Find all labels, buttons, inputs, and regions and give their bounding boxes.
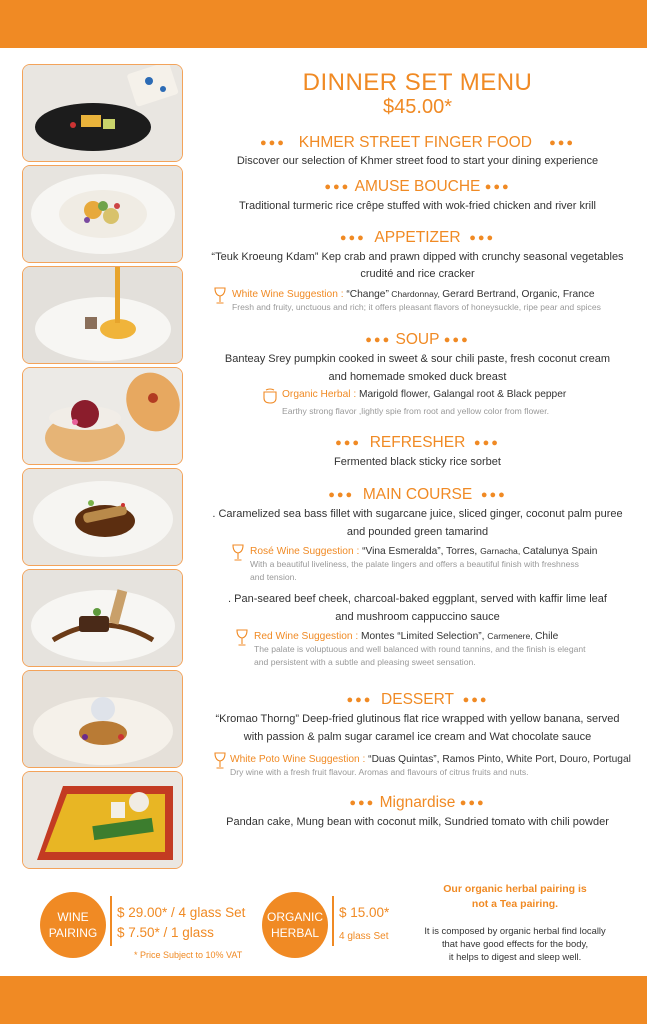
dots-left: ●●● [335,437,362,449]
appetizer-description-line-1: “Teuk Kroeung Kdam” Kep crab and prawn dipped with crunchy seasonal vegetables [211,251,624,263]
section-title-text: REFRESHER [369,434,466,452]
photo-dessert [22,670,183,768]
main-dish-2-line-1: . Pan-seared beef cheek, charcoal-baked eggplant, served with kaffir lime leaf [228,593,607,605]
khmer-street-food-description: Discover our selection of Khmer street food to start your dining experience [236,155,599,167]
menu-price: $45.00* [383,96,452,118]
wine-glass-icon [212,287,228,305]
suggestion-label: Rosé Wine Suggestion : [250,546,363,557]
dots-right: ●●● [459,797,486,809]
dessert-description-line-2: with passion & palm sugar caramel ice cream and Wat chocolate sauce [243,731,592,743]
dots-right: ●●● [473,437,500,449]
suggestion-grape: Garnacha, [480,546,523,556]
suggestion-tasting-note: Fresh and fruity, unctuous and rich; it offers pleasant flavors of honeysuckle, ripe pear and spices [232,302,601,312]
note-title-line-2: not a Tea pairing. [471,898,559,910]
note-body-line-2: that have good effects for the body, [441,938,589,949]
section-title-text: MAIN COURSE [362,486,473,504]
organic-herbal-price: $ 15.00* [339,905,390,920]
herbal-ingredients: Marigold flower, Galangal root & Black pepper [359,389,567,400]
bottom-orange-band [0,976,647,1024]
organic-herbal-note-title [412,882,618,912]
section-title-text: DESSERT [381,691,454,709]
wine-pairing-glass-price: $ 7.50* / 1 glass [117,925,214,940]
mignardise-description: Pandan cake, Mung bean with coconut milk, Sundried tomato with chili powder [226,816,609,828]
photo-mignardise [22,771,183,869]
wine-glass-icon [234,629,250,647]
photo-amuse-bouche [22,165,183,263]
section-main-course-title [200,486,635,504]
badge-line-1: WINE [57,910,89,924]
photo-main-beef-cheek [22,569,183,667]
suggestion-wine: Montes “Limited Selection”, [361,631,488,642]
herbal-tasting-note: Earthy strong flavor ,lightly spie from root and yellow color from flower. [282,406,549,416]
section-amuse-bouche-title [200,178,635,196]
organic-herbal-badge [262,892,328,958]
dots-left: ●●● [328,489,355,501]
section-title-text: AMUSE BOUCHE [354,178,481,196]
herbal-label: Organic Herbal : [282,389,360,400]
dots-left: ●●● [365,334,392,346]
section-title-text: Mignardise [379,794,456,812]
dots-right: ●●● [469,232,496,244]
section-title-text: KHMER STREET FINGER FOOD [298,134,532,152]
suggestion-producer: Gerard Bertrand, Organic, France [442,289,595,300]
organic-herbal-note-body [412,924,618,963]
soup-description-line-2: and homemade smoked duck breast [328,371,507,383]
badge-line-2: HERBAL [270,926,320,940]
suggestion-tasting-note-2: and tension. [250,572,297,582]
organic-herbal-set-label: 4 glass Set [339,931,389,942]
wine-pairing-badge [40,892,106,958]
dots-left: ●●● [346,694,373,706]
note-body-line-3: it helps to digest and sleep well. [448,951,582,962]
note-title-line-1: Our organic herbal pairing is [443,883,587,895]
section-refresher-title [200,434,635,452]
photo-soup [22,367,183,465]
divider [110,896,112,946]
dots-right: ●●● [480,489,507,501]
dots-right: ●●● [484,181,511,193]
photo-main-sea-bass [22,468,183,566]
main-dish-1-line-1: . Caramelized sea bass fillet with sugarcane juice, sliced ginger, coconut palm puree [212,508,623,520]
wine-glass-icon [230,544,246,562]
vat-note: * Price Subject to 10% VAT [134,950,243,960]
suggestion-tasting-note-1: With a beautiful liveliness, the palate lingers and offers a beautiful finish with freshness [250,559,579,569]
suggestion-tasting-note-2: and persistent with a subtle and pleasing sweet sensation. [254,657,476,667]
dessert-description-line-1: “Kromao Thorng” Deep-fried glutinous flat rice wrapped with yellow banana, served [215,713,620,725]
dots-left: ●●● [349,797,376,809]
top-orange-band [0,0,647,48]
dots-right: ●●● [549,137,576,149]
suggestion-region: Chile [535,631,559,642]
wine-pairing-set-price: $ 29.00* / 4 glass Set [117,905,246,920]
suggestion-label: White Wine Suggestion : [232,289,347,300]
section-khmer-street-food-title [200,134,635,152]
soup-description-line-1: Banteay Srey pumpkin cooked in sweet & sour chili paste, fresh coconut cream [224,353,611,365]
badge-line-1: ORGANIC [266,910,323,924]
dots-right: ●●● [462,694,489,706]
suggestion-grape: Carmenere, [487,631,536,641]
menu-title: DINNER SET MENU [302,69,533,96]
section-dessert-title [200,691,635,709]
suggestion-label: Red Wine Suggestion : [254,631,362,642]
photo-appetizer [22,266,183,364]
suggestion-wine: “Change” [346,289,389,300]
suggestion-label: White Poto Wine Suggestion : [230,754,369,765]
section-title-text: APPETIZER [374,229,461,247]
badge-line-2: PAIRING [48,926,98,940]
wine-glass-icon [212,752,228,770]
photo-khmer-street-food [22,64,183,162]
dots-right: ●●● [443,334,470,346]
suggestion-wine: “Duas Quintas”, Ramos Pinto, White Port, Douro, Portugal [368,754,631,765]
dots-left: ●●● [259,137,286,149]
suggestion-tasting-note-1: The palate is voluptuous and well balanced with round tannins, and the finish is elegant [254,644,586,654]
amuse-bouche-description: Traditional turmeric rice crêpe stuffed with wok-fried chicken and river krill [238,200,597,212]
dots-left: ●●● [324,181,351,193]
section-title-text: SOUP [395,331,440,349]
suggestion-wine: “Vina Esmeralda”, Torres, [362,546,481,557]
main-dish-2-line-2: and mushroom cappuccino sauce [335,611,500,623]
dots-left: ●●● [339,232,366,244]
section-soup-title [200,331,635,349]
section-mignardise-title [200,794,635,812]
refresher-description: Fermented black sticky rice sorbet [334,456,501,468]
main-dish-1-line-2: and pounded green tamarind [346,526,489,538]
section-appetizer-title [200,229,635,247]
suggestion-region: Catalunya Spain [522,546,598,557]
suggestion-tasting-note: Dry wine with a fresh fruit flavour. Aromas and flavours of citrus fruits and nuts. [230,767,529,777]
herbal-cup-icon [262,387,278,405]
divider [332,896,334,946]
suggestion-grape: Chardonnay, [388,289,443,299]
appetizer-description-line-2: crudité and rice cracker [360,268,475,280]
note-body-line-1: It is composed by organic herbal find locally [424,925,606,936]
